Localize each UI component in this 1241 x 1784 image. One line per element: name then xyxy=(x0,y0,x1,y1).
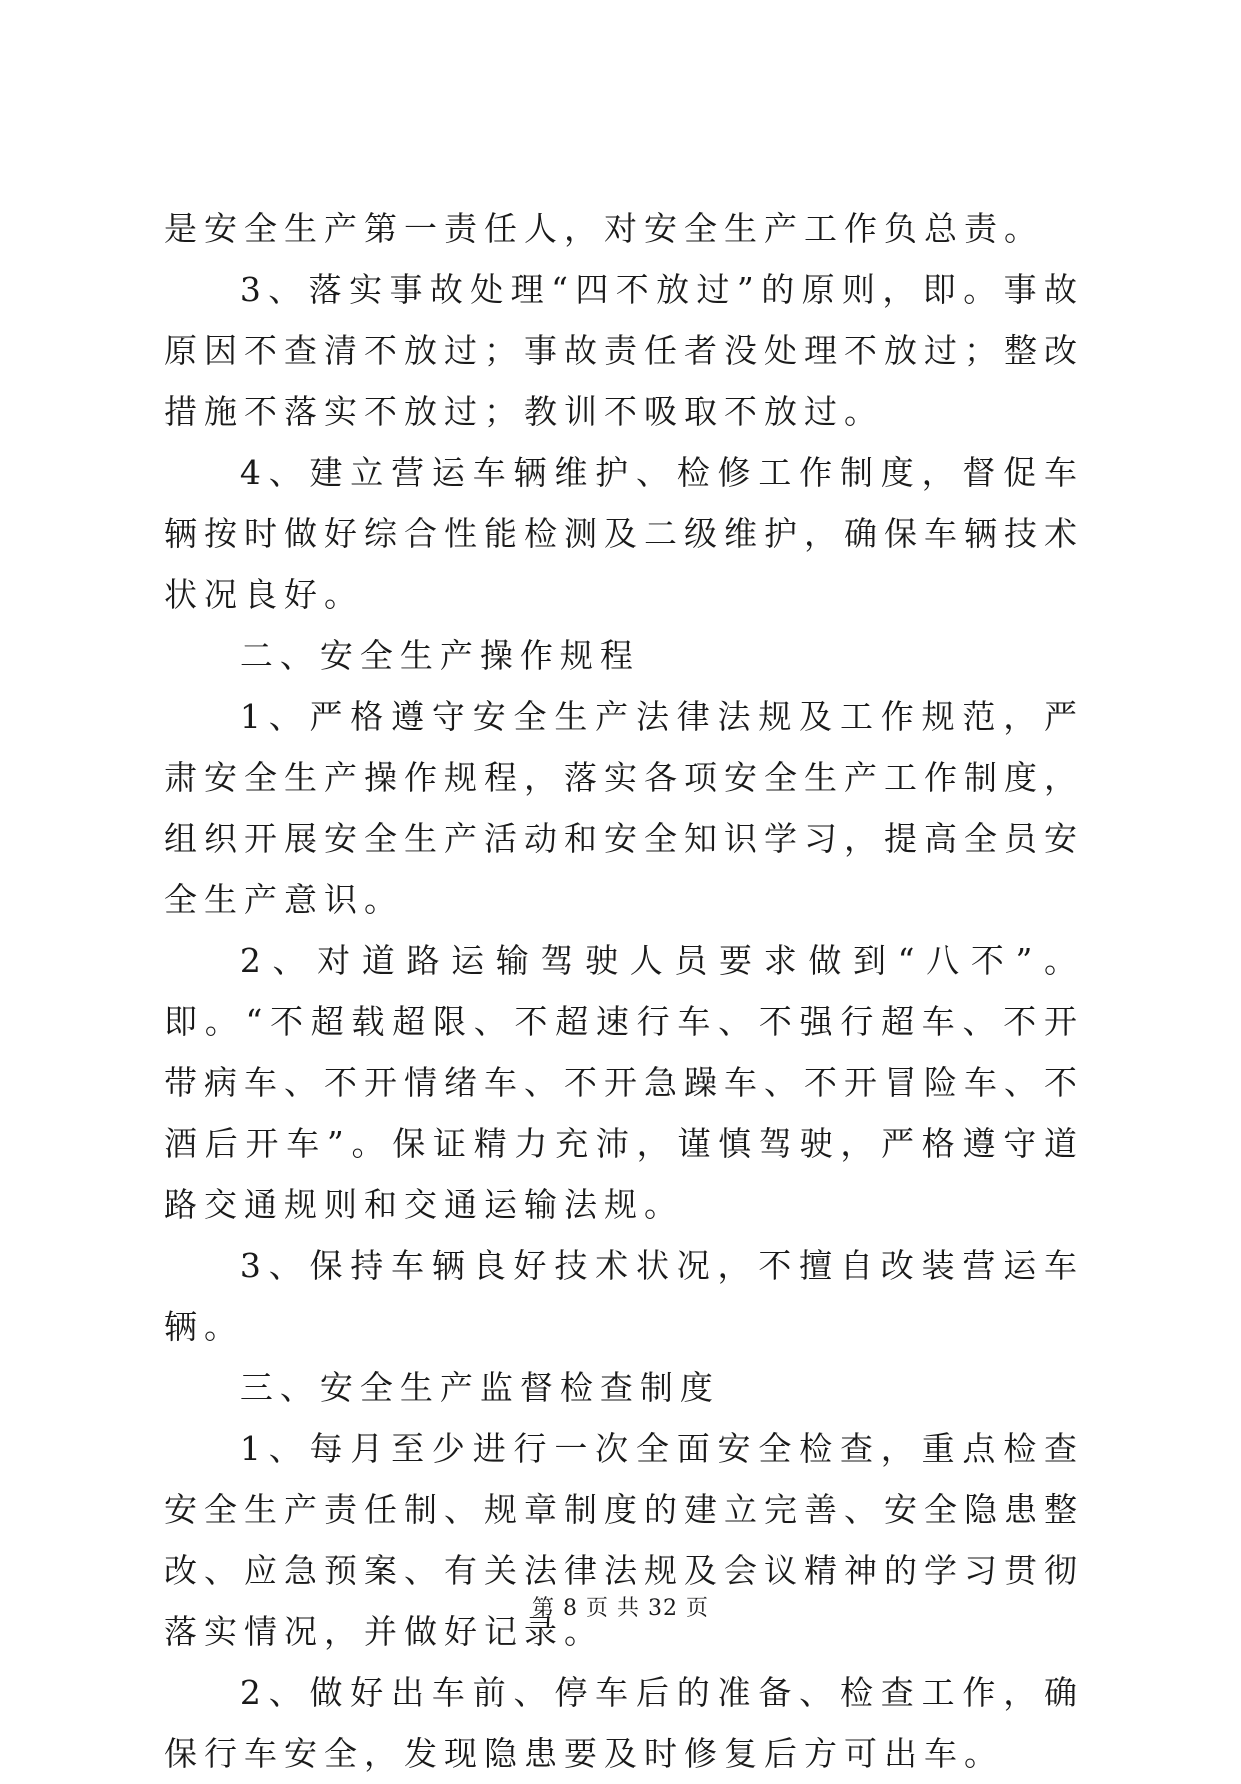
paragraph-item-1: 1、严格遵守安全生产法律法规及工作规范，严肃安全生产操作规程，落实各项安全生产工作制度，组织开展安全生产活动和安全知识学习，提高全员安全生产意识。 xyxy=(164,697,1084,919)
document-body xyxy=(164,198,1084,1784)
section-heading-3: 三、安全生产监督检查制度 xyxy=(239,1368,720,1407)
paragraph-item-2: 2、对道路运输驾驶人员要求做到“八不”。即。“不超载超限、不超速行车、不强行超车、不开带病车、不开情绪车、不开急躁车、不开冒险车、不酒后开车”。保证精力充沛，谨慎驾驶，严格遵守道路交通规则和交通运输法规。 xyxy=(164,941,1084,1224)
paragraph-item-3: 3、落实事故处理“四不放过”的原则，即。事故原因不查清不放过；事故责任者没处理不放过；整改措施不落实不放过；教训不吸取不放过。 xyxy=(164,270,1084,431)
paragraph-item-2b: 2、做好出车前、停车后的准备、检查工作，确保行车安全，发现隐患要及时修复后方可出车。 xyxy=(164,1673,1084,1773)
section-heading-2: 二、安全生产操作规程 xyxy=(239,636,640,675)
paragraph-item-4: 4、建立营运车辆维护、检修工作制度，督促车辆按时做好综合性能检测及二级维护，确保车辆技术状况良好。 xyxy=(164,453,1084,614)
paragraph-item-3b: 3、保持车辆良好技术状况，不擅自改装营运车辆。 xyxy=(164,1246,1084,1346)
paragraph-item-1b: 1、每月至少进行一次全面安全检查，重点检查安全生产责任制、规章制度的建立完善、安全隐患整改、应急预案、有关法律法规及会议精神的学习贯彻落实情况，并做好记录。 xyxy=(164,1429,1084,1651)
page-number-footer: 第 8 页 共 32 页 xyxy=(532,1596,709,1621)
paragraph-continuation: 是安全生产第一责任人，对安全生产工作负总责。 xyxy=(164,209,1044,248)
